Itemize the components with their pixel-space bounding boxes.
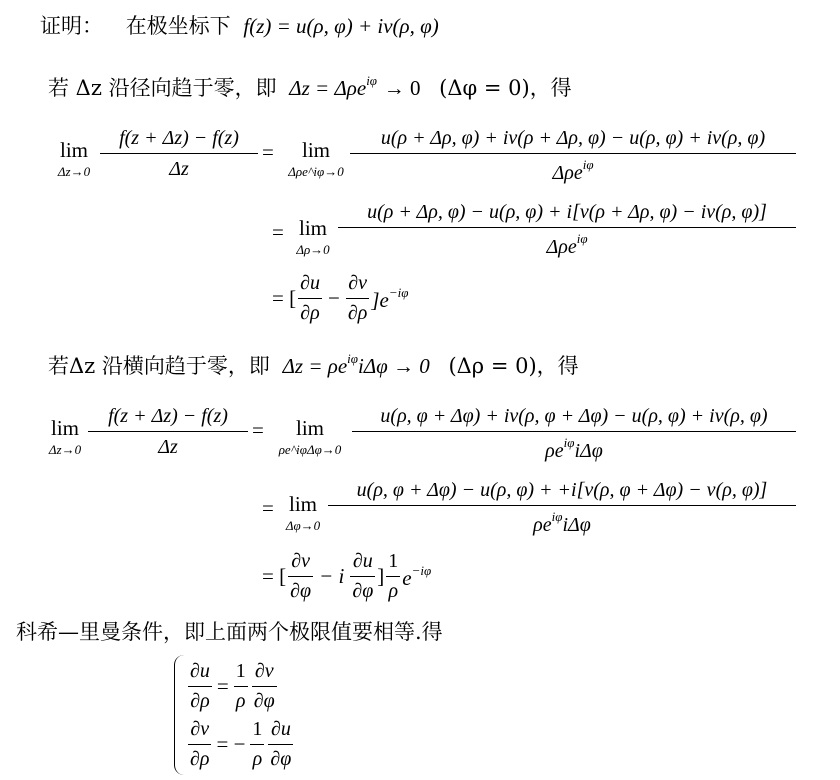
radial-rhs2-fraction: u(ρ + Δρ, φ) − u(ρ, φ) + i[v(ρ + Δρ, φ) − iv(ρ, φ)] Δρe$^{i\varphi}$ <box>338 200 796 259</box>
radial-lhs-lim: lim Δz→0 <box>57 138 91 179</box>
system-eq-1: $\frac{\partial u}{\partial\rho}$ = $\frac{1}{\rho}$ $\frac{\partial v}{\partial\varphi}$ <box>190 660 275 712</box>
radial-result: = [ $\frac{\partial u}{\partial\rho}$ − $\frac{\partial v}{\partial\rho}$ ]$e^{-i\varphi}$ <box>272 272 409 324</box>
radial-eq-2: = <box>272 220 284 244</box>
angular-lhs-lim: lim Δz→0 <box>48 416 82 457</box>
radial-condition: (Δφ = 0)，得 <box>439 76 572 100</box>
angular-rhs2-fraction: u(ρ, φ + Δφ) − u(ρ, φ) + +i[v(ρ, φ + Δφ) − v(ρ, φ)] $\rho e^{i\varphi}i\Delta\varphi$ <box>328 478 796 537</box>
angular-intro-line <box>48 352 579 377</box>
radial-lhs-fraction: f(z + Δz) − f(z) Δz <box>100 126 258 181</box>
radial-tends: → 0 <box>383 76 421 100</box>
conclusion-text: 科希—里曼条件，即上面两个极限值要相等.得 <box>16 620 443 644</box>
polar-formula: f(z) = u(ρ, φ) + iv(ρ, φ) <box>243 14 439 38</box>
angular-rhs1-lim: lim ρe^iφΔφ→0 <box>278 416 342 457</box>
polar-text: 在极坐标下 <box>125 14 231 38</box>
angular-rhs1-fraction: u(ρ, φ + Δφ) + iv(ρ, φ + Δφ) − u(ρ, φ) + iv(ρ, φ) $\rho e^{i\varphi}i\Delta\varphi$ <box>352 404 796 463</box>
radial-rhs2-lim: lim Δρ→0 <box>296 216 330 257</box>
radial-rhs1-fraction: u(ρ + Δρ, φ) + iv(ρ + Δρ, φ) − u(ρ, φ) + iv(ρ, φ) Δρe$^{i\varphi}$ <box>350 126 796 185</box>
radial-intro-line <box>48 74 572 99</box>
angular-condition: (Δρ = 0)，得 <box>448 354 579 378</box>
proof-line <box>40 16 439 37</box>
angular-eq-2: = <box>262 496 274 520</box>
system-eq-2: $\frac{\partial v}{\partial\rho}$ = − $\frac{1}{\rho}$ $\frac{\partial u}{\partial\varphi}$ <box>190 718 292 770</box>
radial-eq-1: = <box>262 140 274 164</box>
proof-label: 证明： <box>40 14 103 38</box>
radial-rhs1-lim: lim Δρe^iφ→0 <box>288 138 344 179</box>
angular-eq-1: = <box>252 418 264 442</box>
angular-intro-text: 若Δz 沿横向趋于零，即 <box>48 354 270 378</box>
radial-intro-text: 若 Δz 沿径向趋于零，即 <box>48 76 277 100</box>
angular-lhs-fraction: f(z + Δz) − f(z) Δz <box>88 404 248 459</box>
angular-result: = [ $\frac{\partial v}{\partial\varphi}$ − i $\frac{\partial u}{\partial\varphi}$ ] $\frac{1}{\rho}$ $e^{-i\varphi}$ <box>262 550 432 602</box>
system-brace <box>174 655 185 775</box>
angular-rhs2-lim: lim Δφ→0 <box>285 492 321 533</box>
radial-limit-expr: Δz = Δρe$^{i\varphi}$ <box>289 73 377 100</box>
angular-limit-expr: $\Delta z = \rho e^{i\varphi}i\Delta\varphi \to 0$ <box>282 351 430 378</box>
